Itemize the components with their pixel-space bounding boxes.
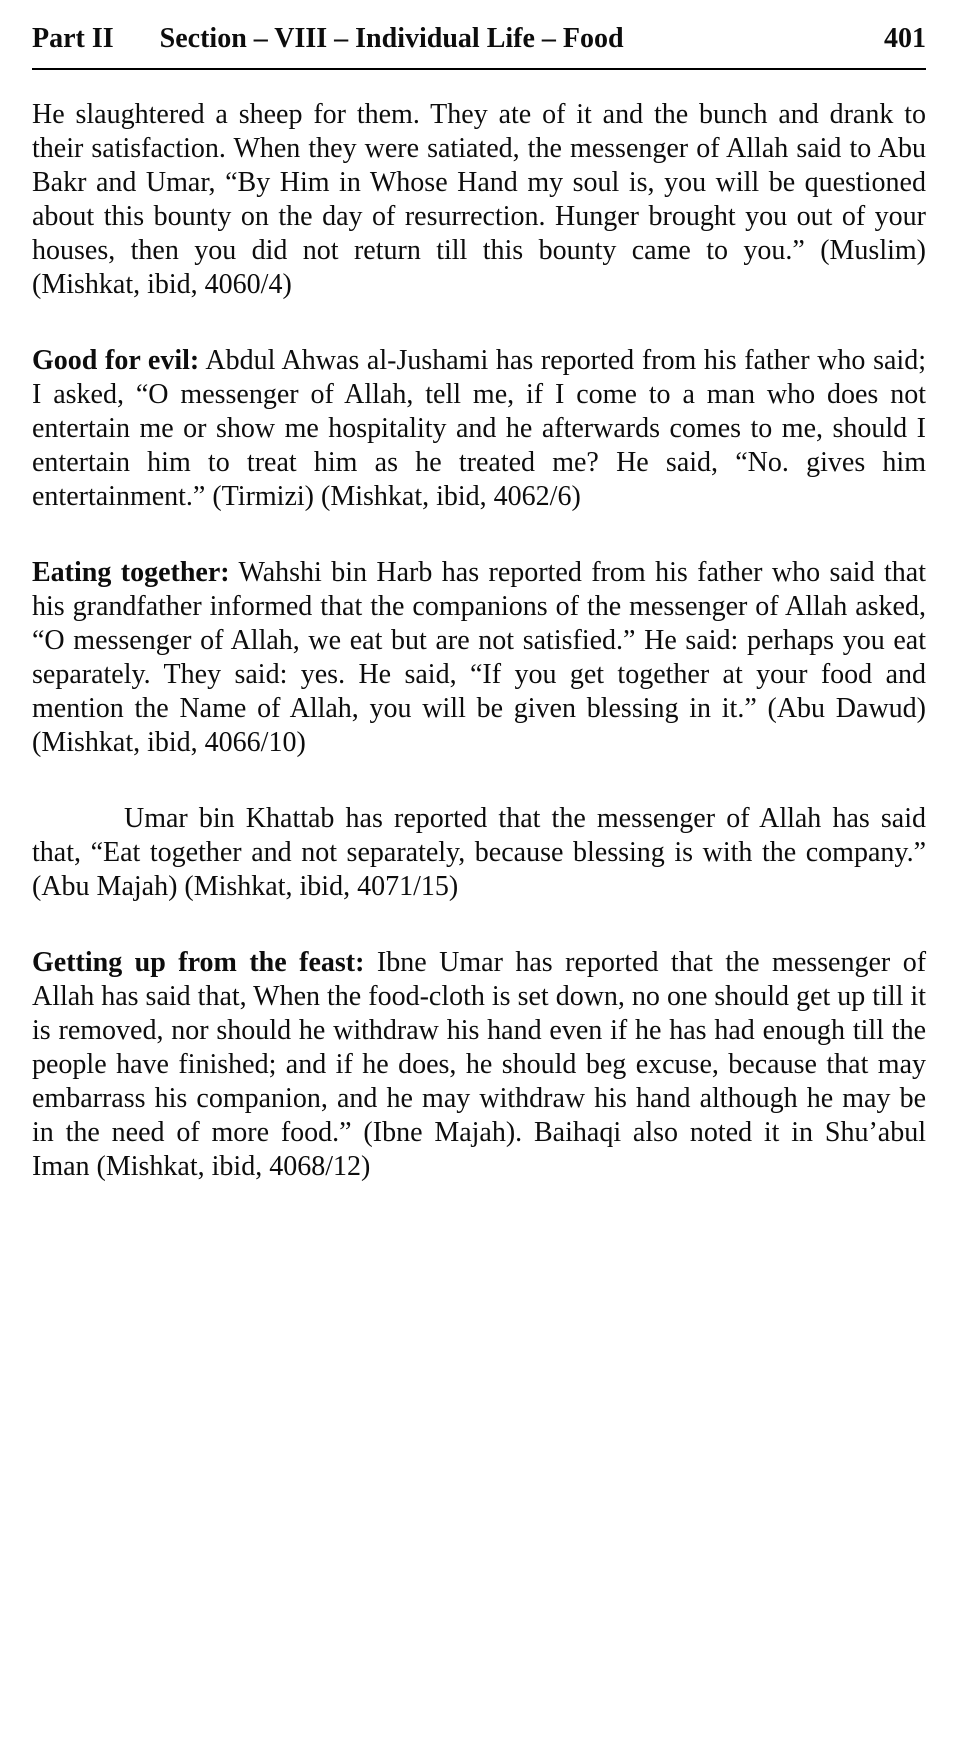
paragraph: [32, 556, 926, 760]
header-part-label: Part II: [32, 23, 114, 54]
paragraph-text: He slaughtered a sheep for them. They ate of it and the bunch and drank to their satisfaction. When they were satiated, the messenger of Allah said to Abu Bakr and Umar, “By Him in Whose Hand my soul is, you will be questioned about this bounty on the day of resurrection. Hunger brought you out of your houses, then you did not return till this bounty came to you.” (Muslim) (Mishkat, ibid, 4060/4): [32, 98, 926, 300]
paragraph-lead: Getting up from the feast:: [32, 946, 365, 978]
paragraph-text: Abdul Ahwas al-Jushami has reported from his father who said; I asked, “O messenger of Allah, tell me, if I come to a man who does not entertain me or show me hospitality and he afterwards comes to me, should I entertain him to treat him as he treated me? He said, “No. gives him entertainment.” (Tirmizi) (Mishkat, ibid, 4062/6): [32, 344, 926, 512]
header-page-number: 401: [884, 23, 926, 54]
paragraph-lead: Good for evil:: [32, 344, 200, 376]
paragraph: [32, 946, 926, 1184]
paragraph-text: Wahshi bin Harb has reported from his father who said that his grandfather informed that the companions of the messenger of Allah asked, “O messenger of Allah, we eat but are not satisfied.” He said: perhaps you eat separately. They said: yes. He said, “If you get together at your food and mention the Name of Allah, you will be given blessing in it.” (Abu Dawud) (Mishkat, ibid, 4066/10): [32, 556, 926, 758]
page-header: [32, 22, 926, 70]
paragraph: [32, 98, 926, 302]
page-body: [32, 70, 926, 1184]
paragraph: [32, 344, 926, 514]
paragraph-lead: Eating together:: [32, 556, 230, 588]
paragraph-text: Ibne Umar has reported that the messenger of Allah has said that, When the food-cloth is set down, no one should get up till it is removed, nor should he withdraw his hand even if he has had enough till the people have finished; and if he does, he should beg excuse, because that may embarrass his companion, and he may withdraw his hand although he may be in the need of more food.” (Ibne Majah). Baihaqi also noted it in Shu’abul Iman (Mishkat, ibid, 4068/12): [32, 946, 927, 1182]
header-section-title: Section – VIII – Individual Life – Food: [159, 23, 624, 54]
paragraph: [32, 802, 926, 904]
paragraph-text: Umar bin Khattab has reported that the messenger of Allah has said that, “Eat together and not separately, because blessing is with the company.” (Abu Majah) (Mishkat, ibid, 4071/15): [32, 802, 926, 902]
